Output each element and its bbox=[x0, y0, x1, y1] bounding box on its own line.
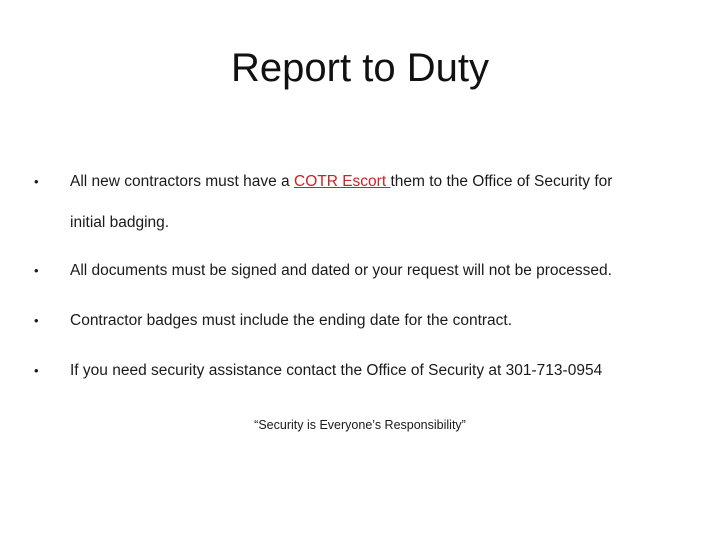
bullet-text-before-link: All new contractors must have a bbox=[70, 173, 294, 190]
bullet-icon: • bbox=[34, 174, 39, 189]
bullet-item-security-contact bbox=[34, 355, 694, 387]
bullet-icon: • bbox=[34, 263, 39, 278]
security-quote: “Security is Everyone’s Responsibility” bbox=[254, 418, 466, 432]
bullet-item-badges bbox=[34, 305, 694, 337]
bullet-icon: • bbox=[34, 313, 39, 328]
bullet-text-after-link: them to the Office of Security for bbox=[390, 173, 613, 190]
bullet-list bbox=[34, 166, 694, 387]
bullet-text: If you need security assistance contact the Office of Security at 301-713-0954 bbox=[70, 362, 603, 379]
bullet-item-documents bbox=[34, 255, 694, 287]
bullet-item-cotr-escort bbox=[34, 166, 694, 234]
bullet-text: All documents must be signed and dated or your request will not be processed. bbox=[70, 262, 612, 279]
bullet-text: Contractor badges must include the ending date for the contract. bbox=[70, 312, 513, 329]
slide-title: Report to Duty bbox=[231, 46, 489, 90]
bullet-text-line bbox=[70, 166, 694, 198]
bullet-text-continuation: initial badging. bbox=[70, 214, 170, 231]
cotr-escort-link[interactable]: COTR Escort bbox=[294, 173, 391, 190]
bullet-icon: • bbox=[34, 363, 39, 378]
